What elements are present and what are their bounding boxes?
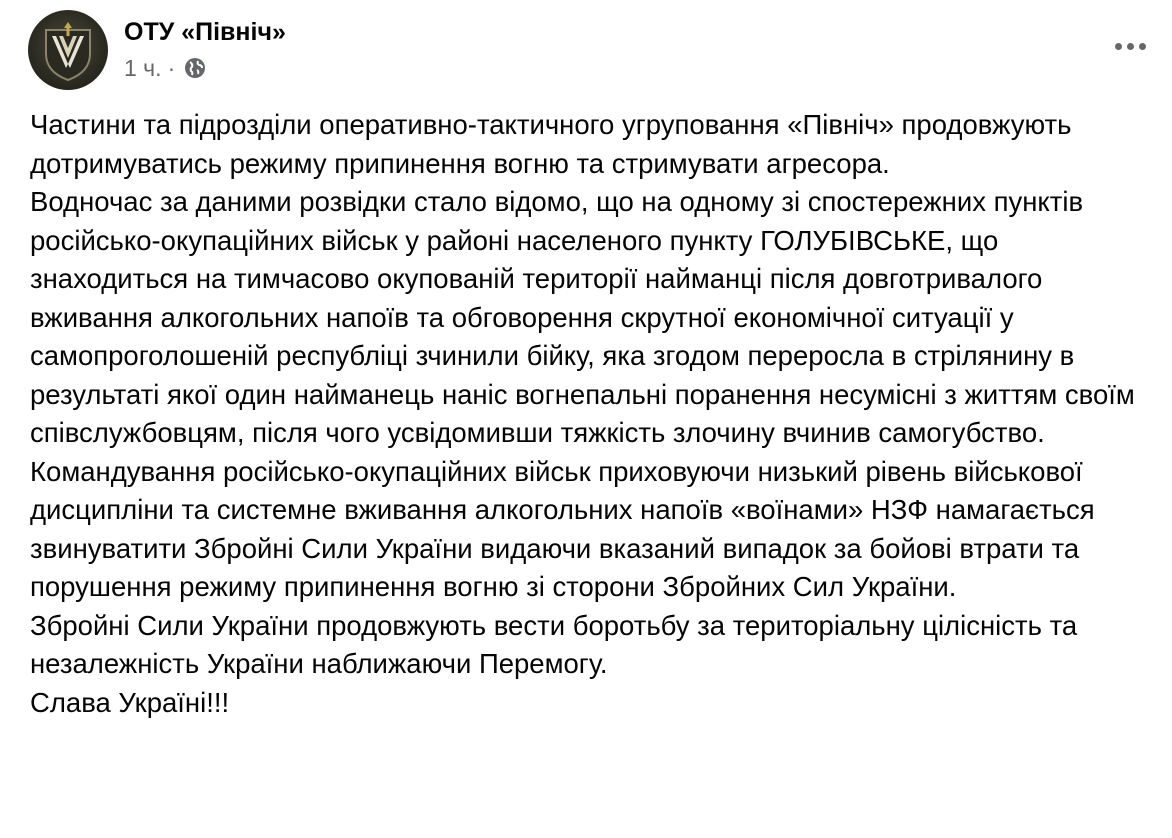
- more-dot: [1139, 43, 1146, 50]
- post-subline: [124, 54, 286, 82]
- more-dot: [1127, 43, 1134, 50]
- post-paragraph: Водночас за даними розвідки стало відомо, що на одному зі спостережних пунктів російсько-окупаційних військ у районі населеного пункту ГОЛУБІВСЬКЕ, що знаходиться на тимчасово окупованій території найманці після довготривалого вживання алкогольних напоїв та обговорення скрутної економічної ситуації у самопроголошеній республіці зчинили бійку, яка згодом переросла в стрілянину в результаті якої один найманець наніс вогнепальні поранення несумісні з життям своїм співслужбовцям, після чого усвідомивши тяжкість злочину вчинив самогубство.: [30, 186, 1135, 448]
- post-header: [28, 10, 286, 90]
- post-paragraph: Командування російсько-окупаційних військ приховуючи низький рівень військової дисципліни та системне вживання алкогольних напоїв «воїнами» НЗФ намагається звинуватити Збройні Сили України видаючи вказаний випадок за бойові втрати та порушення режиму припинення вогню зі сторони Збройних Сил України.: [30, 455, 1095, 602]
- page-avatar[interactable]: [28, 10, 108, 90]
- globe-icon[interactable]: [183, 56, 207, 80]
- post-time[interactable]: 1 ч.: [124, 55, 162, 81]
- post-paragraph: Збройні Сили України продовжують вести боротьбу за територіальну цілісність та незалежність України наближаючи Перемогу.: [30, 609, 1078, 679]
- separator-dot: ·: [167, 55, 176, 81]
- page-name-link[interactable]: ОТУ «Північ»: [124, 18, 286, 46]
- post-meta: [124, 16, 286, 82]
- post-paragraph: Частини та підрозділи оперативно-тактичного угруповання «Північ» продовжують дотримуватись режиму припинення вогню та стримувати агресора.: [30, 109, 1072, 179]
- post-body: [30, 106, 1155, 722]
- unit-emblem-icon: [28, 10, 108, 90]
- more-options-icon[interactable]: [1110, 34, 1150, 58]
- more-dot: [1115, 43, 1122, 50]
- post-paragraph: Слава Україні!!!: [30, 686, 230, 718]
